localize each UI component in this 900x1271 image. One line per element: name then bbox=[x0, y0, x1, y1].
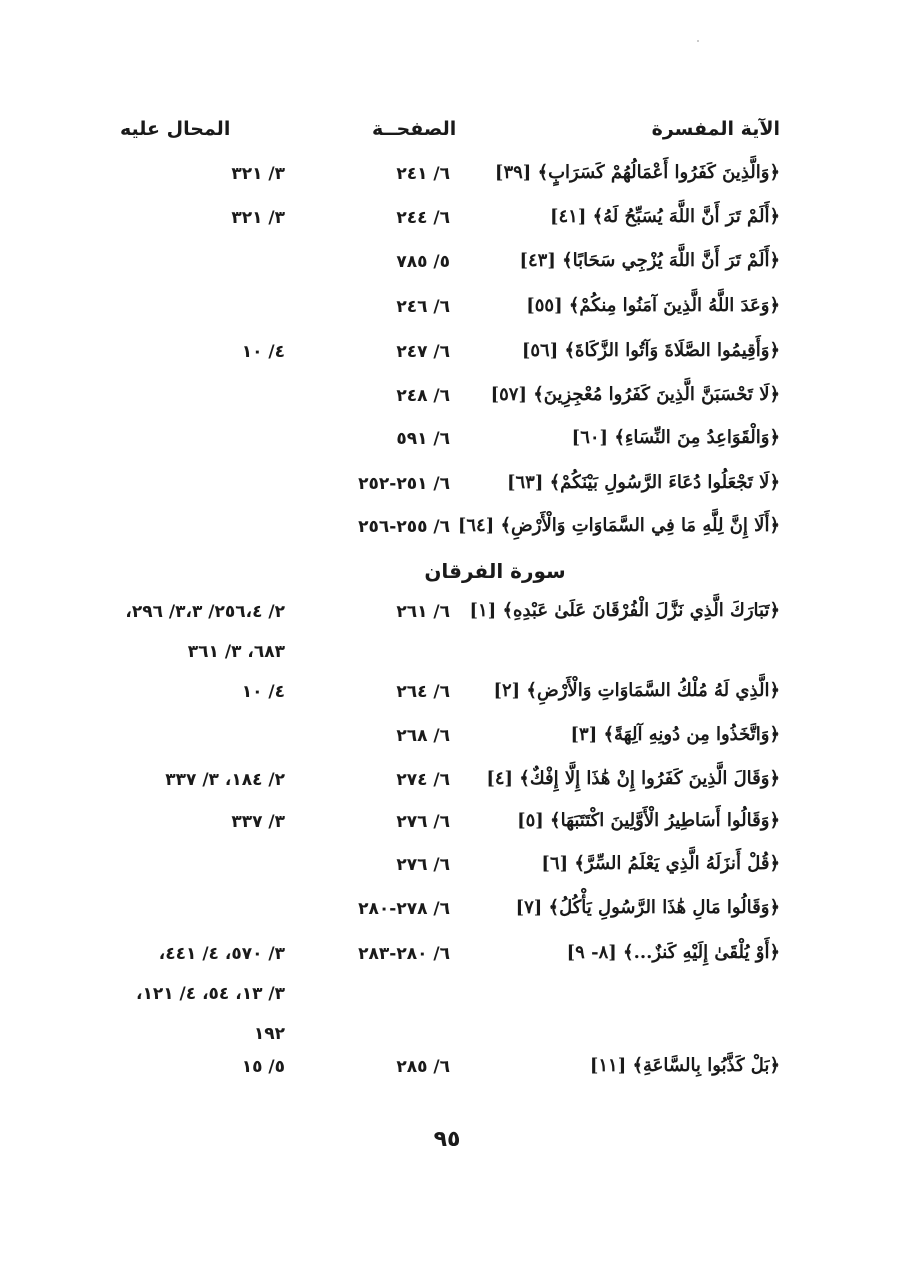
verse-text: ﴿وَقَالُوا مَالِ هَٰذَا الرَّسُولِ يَأْكُلُ﴾ [٧] bbox=[515, 897, 780, 918]
page-reference: ٦/ ٢٤٧ bbox=[396, 342, 450, 362]
cross-reference: ٦٨٣، ٣/ ٣٦١ bbox=[187, 642, 285, 662]
verse-text: ﴿وَاتَّخَذُوا مِن دُونِهِ آلِهَةً﴾ [٣] bbox=[570, 724, 780, 745]
verse-text: ﴿أَلَمْ تَرَ أَنَّ اللَّهَ يُسَبِّحُ لَهُ﴾ [٤١] bbox=[549, 206, 780, 227]
page-reference: ٦/ ٢٦٤ bbox=[396, 682, 450, 702]
page-reference: ٦/ ٢٦٨ bbox=[396, 726, 450, 746]
cross-reference: ٤/ ١٠ bbox=[241, 342, 285, 362]
page-reference: ٦/ ٢٧٦ bbox=[396, 812, 450, 832]
page-reference: ٦/ ٢٤٦ bbox=[396, 297, 450, 317]
table-row bbox=[0, 515, 900, 555]
verse-text: ﴿قُلْ أَنزَلَهُ الَّذِي يَعْلَمُ السِّرَّ﴾ [٦] bbox=[541, 853, 780, 874]
page-reference: ٦/ ٢٨٠-٢٨٣ bbox=[358, 944, 450, 964]
verse-text: ﴿وَقَالُوا أَسَاطِيرُ الْأَوَّلِينَ اكْتَتَبَهَا﴾ [٥] bbox=[517, 810, 780, 831]
cross-reference: ١٩٢ bbox=[253, 1024, 285, 1044]
page-reference: ٦/ ٢٤١ bbox=[396, 164, 450, 184]
verse-text: ﴿وَالَّذِينَ كَفَرُوا أَعْمَالُهُمْ كَسَرَابٍ﴾ [٣٩] bbox=[494, 162, 780, 183]
table-row bbox=[0, 340, 900, 380]
verse-text: ﴿بَلْ كَذَّبُوا بِالسَّاعَةِ﴾ [١١] bbox=[589, 1055, 780, 1076]
verse-text: ﴿لَا تَجْعَلُوا دُعَاءَ الرَّسُولِ بَيْنَكُمْ﴾ [٦٣] bbox=[506, 472, 780, 493]
verse-text: ﴿وَقَالَ الَّذِينَ كَفَرُوا إِنْ هَٰذَا إِلَّا إِفْكٌ﴾ [٤] bbox=[486, 768, 780, 789]
verse-text: ﴿وَعَدَ اللَّهُ الَّذِينَ آمَنُوا مِنكُمْ﴾ [٥٥] bbox=[526, 295, 780, 316]
table-row bbox=[0, 724, 900, 764]
table-row bbox=[0, 680, 900, 720]
table-row bbox=[0, 942, 900, 1044]
cross-reference: ٢/ ٢٥٦،٤/ ٣،٣/ ٢٩٦، bbox=[125, 602, 285, 622]
table-row bbox=[0, 768, 900, 808]
table-row bbox=[0, 250, 900, 290]
table-row bbox=[0, 427, 900, 467]
cross-reference: ٤/ ١٠ bbox=[241, 682, 285, 702]
table-row bbox=[0, 1055, 900, 1095]
verse-text: ﴿وَالْقَوَاعِدُ مِنَ النِّسَاءِ﴾ [٦٠] bbox=[571, 427, 780, 448]
page-reference: ٦/ ٢٥١-٢٥٢ bbox=[358, 474, 450, 494]
page-reference: ٦/ ٢٨٥ bbox=[396, 1057, 450, 1077]
page-reference: ٦/ ٢٧٤ bbox=[396, 770, 450, 790]
verse-text: ﴿لَا تَحْسَبَنَّ الَّذِينَ كَفَرُوا مُعْجِزِينَ﴾ [٥٧] bbox=[490, 384, 780, 405]
table-row bbox=[0, 162, 900, 202]
column-header-verse: الآية المفسرة bbox=[651, 118, 780, 140]
verse-text: ﴿أَلَا إِنَّ لِلَّهِ مَا فِي السَّمَاوَاتِ وَالْأَرْضِ﴾ [٦٤] bbox=[457, 515, 780, 536]
table-row bbox=[0, 600, 900, 662]
verse-text: ﴿أَوْ يُلْقَىٰ إِلَيْهِ كَنزٌ...﴾ [٨- ٩] bbox=[566, 942, 780, 963]
page-reference: ٦/ ٢٦١ bbox=[396, 602, 450, 622]
surah-title: سورة الفرقان bbox=[424, 559, 566, 583]
scan-speck bbox=[697, 40, 699, 42]
verse-text: ﴿تَبَارَكَ الَّذِي نَزَّلَ الْفُرْقَانَ عَلَىٰ عَبْدِهِ﴾ [١] bbox=[469, 600, 780, 621]
cross-reference: ٢/ ١٨٤، ٣/ ٣٣٧ bbox=[165, 770, 285, 790]
cross-reference: ٣/ ٣٢١ bbox=[231, 164, 285, 184]
column-header-page: الصفحــة bbox=[372, 118, 457, 140]
table-row bbox=[0, 295, 900, 335]
table-row bbox=[0, 384, 900, 424]
cross-reference: ٣/ ٣٢١ bbox=[231, 208, 285, 228]
table-row bbox=[0, 472, 900, 512]
page-number: ٩٥ bbox=[433, 1127, 461, 1152]
table-row bbox=[0, 853, 900, 893]
page-reference: ٥/ ٧٨٥ bbox=[396, 252, 450, 272]
cross-reference: ٣/ ٣٣٧ bbox=[231, 812, 285, 832]
table-row bbox=[0, 206, 900, 246]
table-row bbox=[0, 810, 900, 850]
page-reference: ٦/ ٢٧٨-٢٨٠ bbox=[358, 899, 450, 919]
page-reference: ٦/ ٢٥٥-٢٥٦ bbox=[358, 517, 450, 537]
cross-reference: ٥/ ١٥ bbox=[241, 1057, 285, 1077]
cross-reference: ٣/ ١٣، ٥٤، ٤/ ١٢١، bbox=[136, 984, 285, 1004]
page-reference: ٦/ ٢٤٨ bbox=[396, 386, 450, 406]
column-header-ref: المحال عليه bbox=[120, 118, 231, 140]
page-reference: ٦/ ٢٤٤ bbox=[396, 208, 450, 228]
cross-reference: ٣/ ٥٧٠، ٤/ ٤٤١، bbox=[158, 944, 285, 964]
verse-text: ﴿أَلَمْ تَرَ أَنَّ اللَّهَ يُزْجِي سَحَابًا﴾ [٤٣] bbox=[519, 250, 780, 271]
page-reference: ٦/ ٥٩١ bbox=[396, 429, 450, 449]
verse-text: ﴿وَأَقِيمُوا الصَّلَاةَ وَآتُوا الزَّكَاةَ﴾ [٥٦] bbox=[521, 340, 780, 361]
table-row bbox=[0, 897, 900, 937]
verse-text: ﴿الَّذِي لَهُ مُلْكُ السَّمَاوَاتِ وَالْأَرْضِ﴾ [٢] bbox=[493, 680, 780, 701]
page-reference: ٦/ ٢٧٦ bbox=[396, 855, 450, 875]
